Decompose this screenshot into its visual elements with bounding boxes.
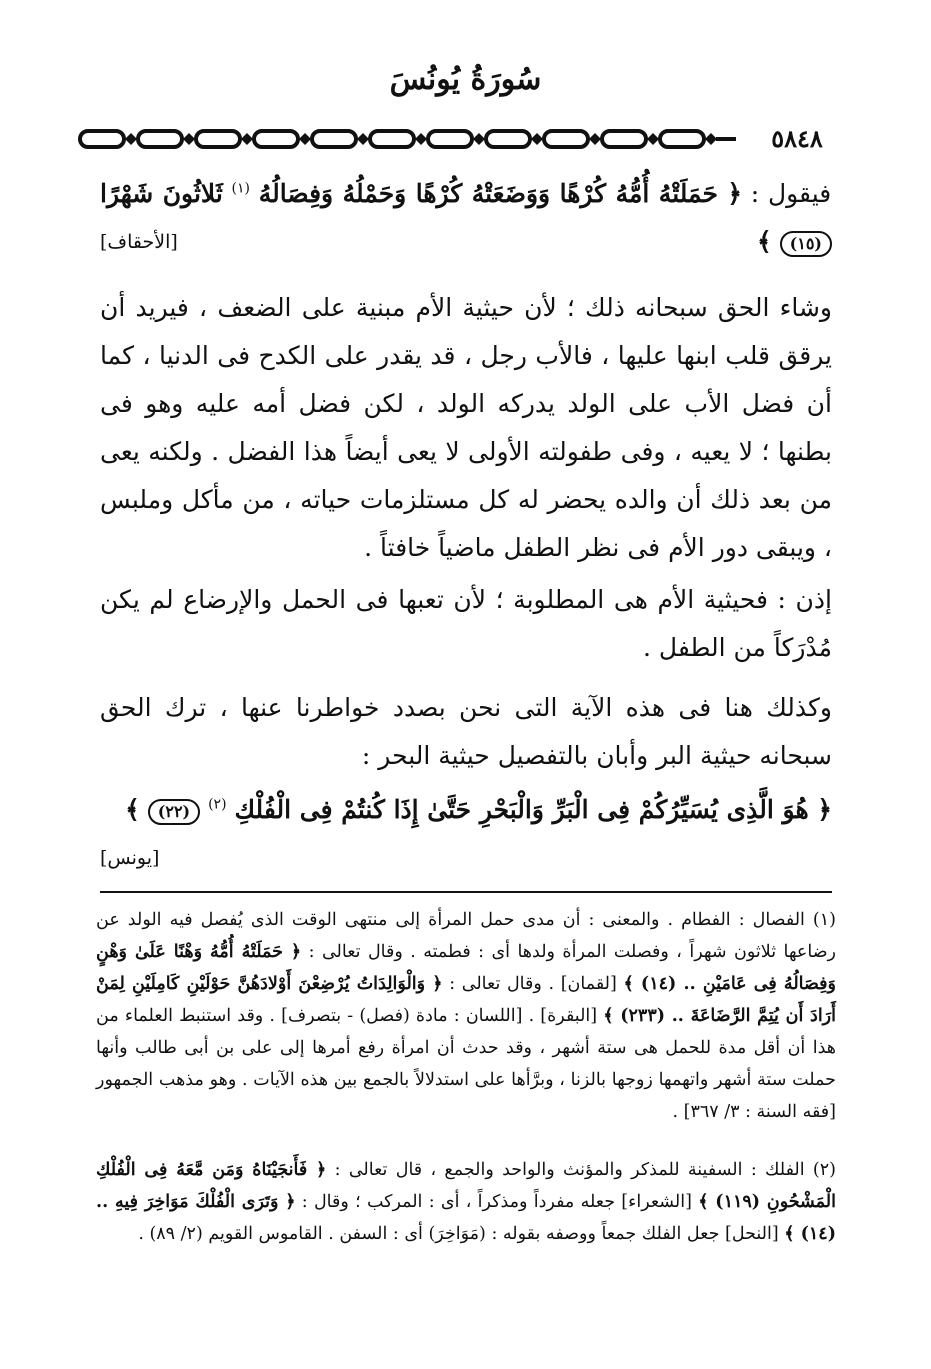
ayah-number: (١٥): [780, 231, 832, 257]
footnote-2: [96, 1154, 836, 1250]
paragraph-quote-ahqaf: [100, 170, 832, 266]
quran-quote: ﴿ هُوَ الَّذِى يُسَيِّرُكُمْ فِى الْبَرِّ وَالْبَحْرِ حَتَّىٰ إِذَا كُنتُمْ فِى الْفُلْكِ: [234, 795, 832, 824]
footnote-text: [النحل] جعل الفلك جمعاً ووصفه بقوله : (مَوَاخِرَ) أى : السفن . القاموس القويم (٢/ ٨٩) .: [138, 1224, 779, 1244]
footnote-marker: (٢): [208, 796, 227, 813]
footnote-quote: ﴿ حَمَلَتْهُ أُمُّهُ وَهْنًا عَلَىٰ وَهْنٍ وَفِصَالُهُ فِى عَامَيْنِ .. (١٤) ﴾: [96, 942, 836, 994]
ornament-divider-icon: [76, 126, 736, 152]
footnote-text: [الشعراء] جعله مفرداً ومذكراً ، أى : المركب ؛ وقال :: [295, 1192, 692, 1212]
ayah-number: (٢٢): [148, 799, 200, 825]
surah-reference: [الأحقاف]: [100, 231, 178, 253]
quran-quote-end: ثَلاثُونَ شَهْرًا: [100, 179, 223, 208]
paragraph-quote-yunus: [100, 786, 832, 882]
quote-close: ﴾: [125, 795, 140, 824]
footnote-text: (٢) الفلك : السفينة للمذكر والمؤنث والواحد والجمع ، قال تعالى :: [326, 1160, 836, 1180]
surah-reference: [يونس]: [100, 847, 160, 869]
footnote-quote: ﴿ وَالْوَالِدَاتُ يُرْضِعْنَ أَوْلادَهُنَّ حَوْلَيْنِ كَامِلَيْنِ لِمَنْ أَرَادَ أَن يُتِمَّ الرَّضَاعَةَ .. (٢٣٣) ﴾: [96, 974, 836, 1026]
surah-title: سُورَةُ يُونُسَ: [389, 62, 542, 97]
paragraph-mother: وشاء الحق سبحانه ذلك ؛ لأن حيثية الأم مبنية على الضعف ، فيريد أن يرقق قلب ابنها عليها ، فالأب رجل ، قد يقدر على الكدح فى الدنيا ، كما أن فضل الأب على الولد يدركه الولد ، لكن فضل أمه عليه وهو فى بطنها ؛ لا يعيه ، وفى طفولته الأولى لا يعى أيضاً هذا الفضل . ولكنه يعى من بعد ذلك أن والده يحضر له كل مستلزمات حياته ، من مأكل وملبس ، ويبقى دور الأم فى نظر الطفل ماضياً خافتاً .: [100, 293, 832, 562]
quran-quote: ﴿ حَمَلَتْهُ أُمُّهُ كُرْهًا وَوَضَعَتْهُ كُرْهًا وَحَمْلُهُ وَفِصَالُهُ: [258, 179, 743, 208]
footnote-divider: [100, 891, 832, 893]
intro-text: فيقول :: [742, 179, 832, 208]
footnote-marker: (١): [231, 180, 251, 197]
paragraph-therefore: إذن : فحيثية الأم هى المطلوبة ؛ لأن تعبها فى الحمل والإرضاع لم يكن مُدْرَكاً من الطفل .: [100, 585, 832, 662]
footnote-text: [لقمان] . وقال تعالى :: [442, 974, 617, 994]
footnote-text: (١) الفصال : الفطام . والمعنى : أن مدى حمل المرأة إلى منتهى الوقت الذى يُفصل فيه الولد عن رضاعها ثلاثون شهراً ، وفصلت المرأة ولدها أى : فطمته . وقال تعالى :: [96, 910, 837, 962]
quote-close: ﴾: [757, 227, 772, 256]
page-number: ٥٨٤٨: [771, 124, 823, 153]
footnote-text: [البقرة] . [اللسان : مادة (فصل) - بتصرف] . وقد استنبط العلماء من هذا أن أقل مدة للحمل هى ستة أشهر ، وقد حدث أن امرأة رفع أمرها إلى على بن أبى طالب وأنها حملت ستة أشهر واتهمها زوجها بالزنا ، وبرَّأها على استدلالاً بالجمع بين هذه الآيات . وهو مذهب الجمهور [فقه السنة : ٣/ ٣٦٧] .: [96, 1006, 836, 1122]
footnote-quote: ﴿ فَأَنجَيْنَاهُ وَمَن مَّعَهُ فِى الْفُلْكِ الْمَشْحُونِ (١١٩) ﴾: [96, 1160, 836, 1212]
footnote-quote: ﴿ وَتَرَى الْفُلْكَ مَوَاخِرَ فِيهِ .. (١٤) ﴾: [96, 1192, 836, 1244]
paragraph-likewise: وكذلك هنا فى هذه الآية التى نحن بصدد خواطرنا عنها ، ترك الحق سبحانه حيثية البر وأبان بالتفصيل حيثية البحر :: [100, 693, 832, 770]
footnote-1: [96, 904, 836, 1128]
